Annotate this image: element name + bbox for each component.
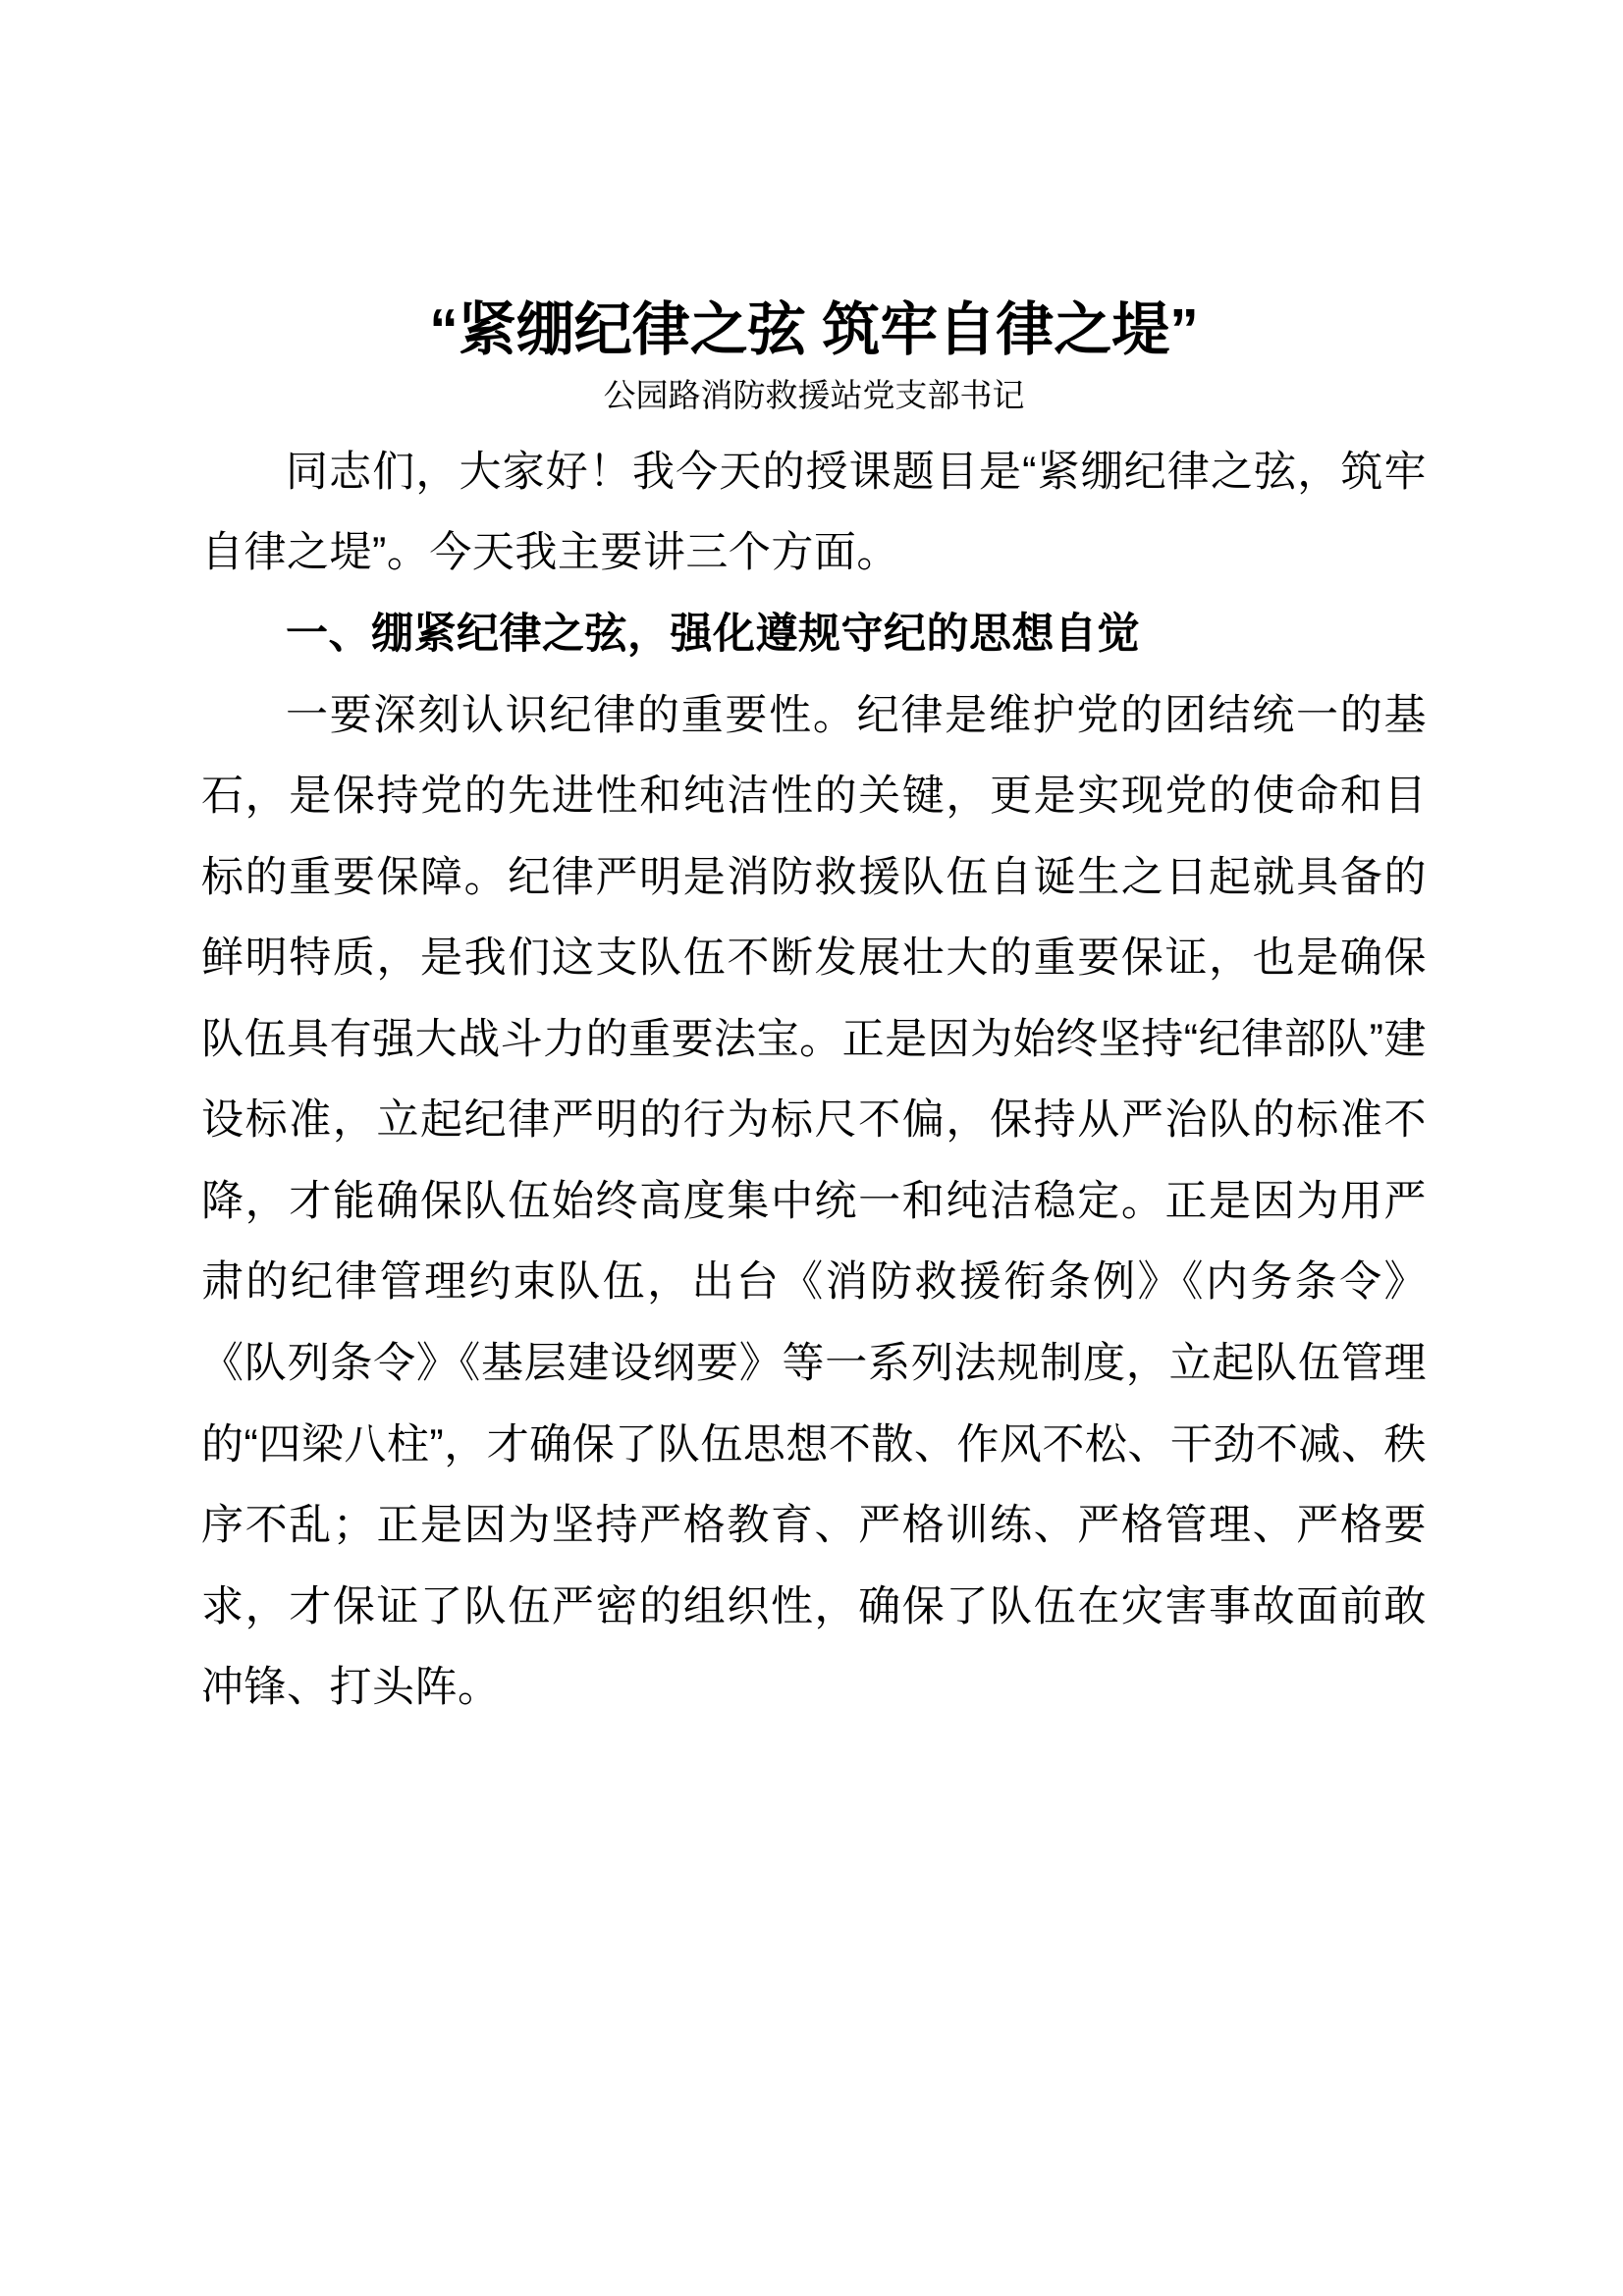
section-heading-one: 一、绷紧纪律之弦，强化遵规守纪的思想自觉 <box>286 611 1140 659</box>
document-subtitle: 公园路消防救援站党支部书记 <box>603 376 1025 413</box>
paragraph-intro: 同志们，大家好！我今天的授课题目是“紧绷纪律之弦，筑牢自律之堤”。今天我主要讲三个方面。 <box>201 448 1427 577</box>
page-title: “紧绷纪律之弦 筑牢自律之堤” <box>429 297 1199 362</box>
paragraph-section-one-body: 一要深刻认识纪律的重要性。纪律是维护党的团结统一的基石，是保持党的先进性和纯洁性的关键，更是实现党的使命和目标的重要保障。纪律严明是消防救援队伍自诞生之日起就具备的鲜明特质，是我们这支队伍不断发展壮大的重要保证，也是确保队伍具有强大战斗力的重要法宝。正是因为始终坚持“纪律部队”建设标准，立起纪律严明的行为标尺不偏，保持从严治队的标准不降，才能确保队伍始终高度集中统一和纯洁稳定。正是因为用严肃的纪律管理约束队伍，出台《消防救援衔条例》《内务条令》《队列条令》《基层建设纲要》等一系列法规制度，立起队伍管理的“四梁八柱”，才确保了队伍思想不散、作风不松、干劲不减、秩序不乱；正是因为坚持严格教育、严格训练、严格管理、严格要求，才保证了队伍严密的组织性，确保了队伍在灾害事故面前敢冲锋、打头阵。 <box>201 691 1427 1712</box>
